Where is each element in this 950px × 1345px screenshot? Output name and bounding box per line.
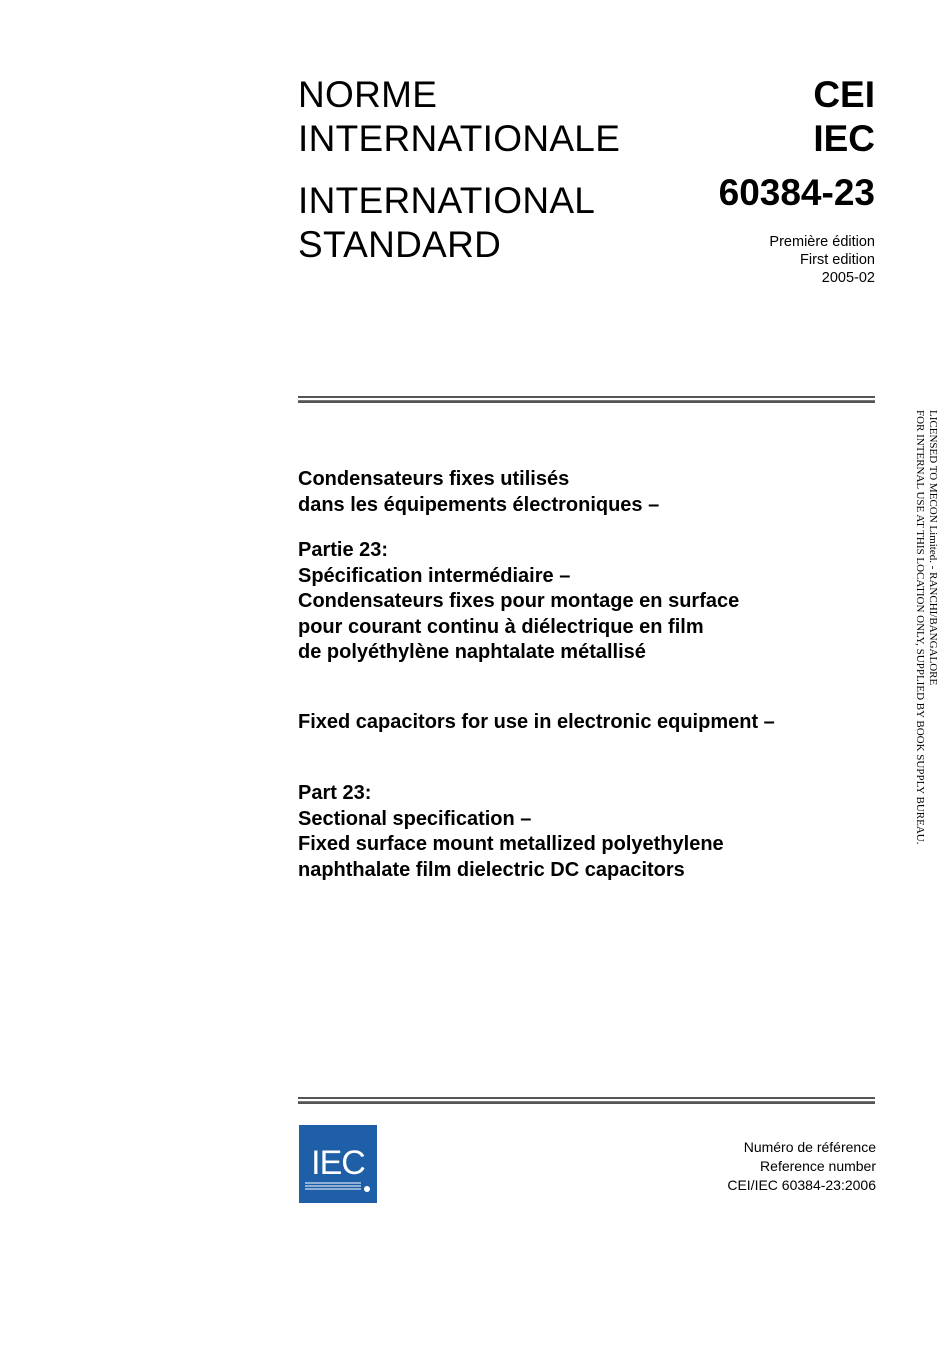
edition-french: Première édition	[769, 234, 875, 250]
edition-date: 2005-02	[821, 270, 875, 286]
iec-logo	[299, 1125, 377, 1203]
standard-number: 60384-23	[718, 172, 875, 213]
edition-info	[769, 233, 875, 287]
french-part-line: Partie 23:	[298, 539, 389, 561]
license-watermark	[913, 410, 939, 844]
english-part	[298, 781, 724, 883]
french-heading	[298, 467, 659, 518]
title-french	[298, 73, 620, 161]
reference-number-block	[727, 1138, 876, 1195]
english-heading	[298, 710, 775, 736]
license-line-2: FOR INTERNAL USE AT THIS LOCATION ONLY, SUPPLIED BY BOOK SUPPLY BUREAU.	[914, 410, 926, 845]
bottom-divider	[298, 1097, 875, 1104]
french-part-line: Spécification intermédiaire –	[298, 564, 571, 587]
reference-label-english: Reference number	[760, 1158, 876, 1174]
reference-label-french: Numéro de référence	[743, 1139, 876, 1155]
title-english	[298, 179, 595, 267]
english-part-line: Fixed surface mount metallized polyethylene	[298, 833, 724, 855]
reference-number: CEI/IEC 60384-23:2006	[727, 1177, 876, 1193]
english-part-line: Sectional specification –	[298, 807, 532, 830]
french-part-line: Condensateurs fixes pour montage en surface	[298, 590, 740, 612]
english-heading-line: Fixed capacitors for use in electronic equipment –	[298, 711, 775, 733]
code-iec: IEC	[813, 118, 875, 159]
french-part-line: pour courant continu à diélectrique en film	[298, 615, 704, 638]
title-french-line-2: INTERNATIONALE	[298, 118, 621, 159]
french-part	[298, 538, 739, 666]
iec-logo-icon	[299, 1125, 377, 1203]
french-part-line: de polyéthylène naphtalate métallisé	[298, 641, 646, 663]
title-english-line-2: STANDARD	[298, 224, 502, 265]
title-french-line-1: NORME	[298, 74, 438, 115]
french-heading-line: Condensateurs fixes utilisés	[298, 468, 570, 490]
english-part-line: Part 23:	[298, 782, 372, 804]
french-heading-line: dans les équipements électroniques –	[298, 493, 660, 516]
top-divider	[298, 396, 875, 403]
edition-english: First edition	[800, 252, 875, 268]
title-english-line-1: INTERNATIONAL	[298, 180, 596, 221]
english-part-line: naphthalate film dielectric DC capacitors	[298, 858, 685, 881]
iec-logo-text: IEC	[311, 1144, 365, 1182]
code-cei: CEI	[813, 74, 875, 115]
license-line-1: LICENSED TO MECON Limited. - RANCHI/BANGALORE	[927, 410, 939, 686]
